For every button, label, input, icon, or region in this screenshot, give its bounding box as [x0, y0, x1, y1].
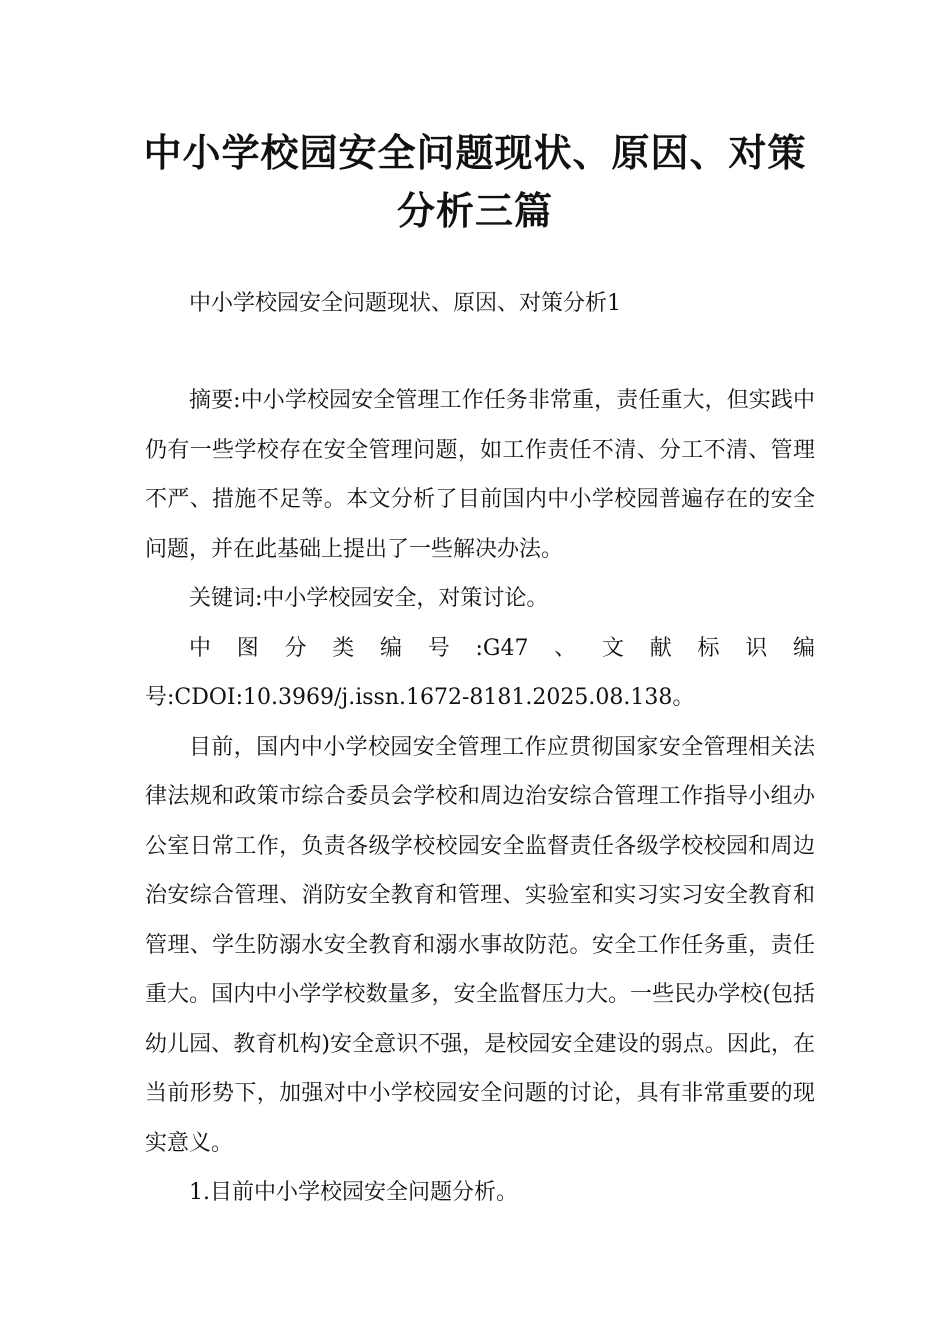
intro-paragraph: 目前，国内中小学校园安全管理工作应贯彻国家安全管理相关法律法规和政策市综合委员会学校和周边治安综合管理工作指导小组办公室日常工作，负责各级学校校园安全监督责任各级学校校园和周边治安综合管理、消防安全教育和管理、实验室和实习实习安全教育和管理、学生防溺水安全教育和溺水事故防范。安全工作任务重，责任重大。国内中小学学校数量多，安全监督压力大。一些民办学校(包括幼儿园、教育机构)安全意识不强，是校园安全建设的弱点。因此，在当前形势下，加强对中小学校园安全问题的讨论，具有非常重要的现实意义。	[145, 734, 815, 1156]
title-line-1: 中小学校园安全问题现状、原因、对策	[143, 131, 807, 175]
title-line-2: 分析三篇	[396, 189, 553, 233]
abstract-paragraph: 摘要:中小学校园安全管理工作任务非常重，责任重大，但实践中仍有一些学校存在安全管理问题，如工作责任不清、分工不清、管理不严、措施不足等。本文分析了目前国内中小学校园普遍存在的安全问题，并在此基础上提出了一些解决办法。	[145, 388, 815, 562]
section-heading: 1.目前中小学校园安全问题分析。	[189, 1180, 518, 1205]
classification-paragraph: 中图分类编号:G47、文献标识编号:CDOI:10.3969/j.issn.1672-8181.2025.08.138。	[145, 635, 815, 710]
document-title	[100, 124, 850, 240]
article-body	[145, 376, 815, 1218]
article-subtitle: 中小学校园安全问题现状、原因、对策分析1	[189, 291, 621, 316]
keywords-paragraph: 关键词:中小学校园安全，对策讨论。	[189, 586, 549, 611]
